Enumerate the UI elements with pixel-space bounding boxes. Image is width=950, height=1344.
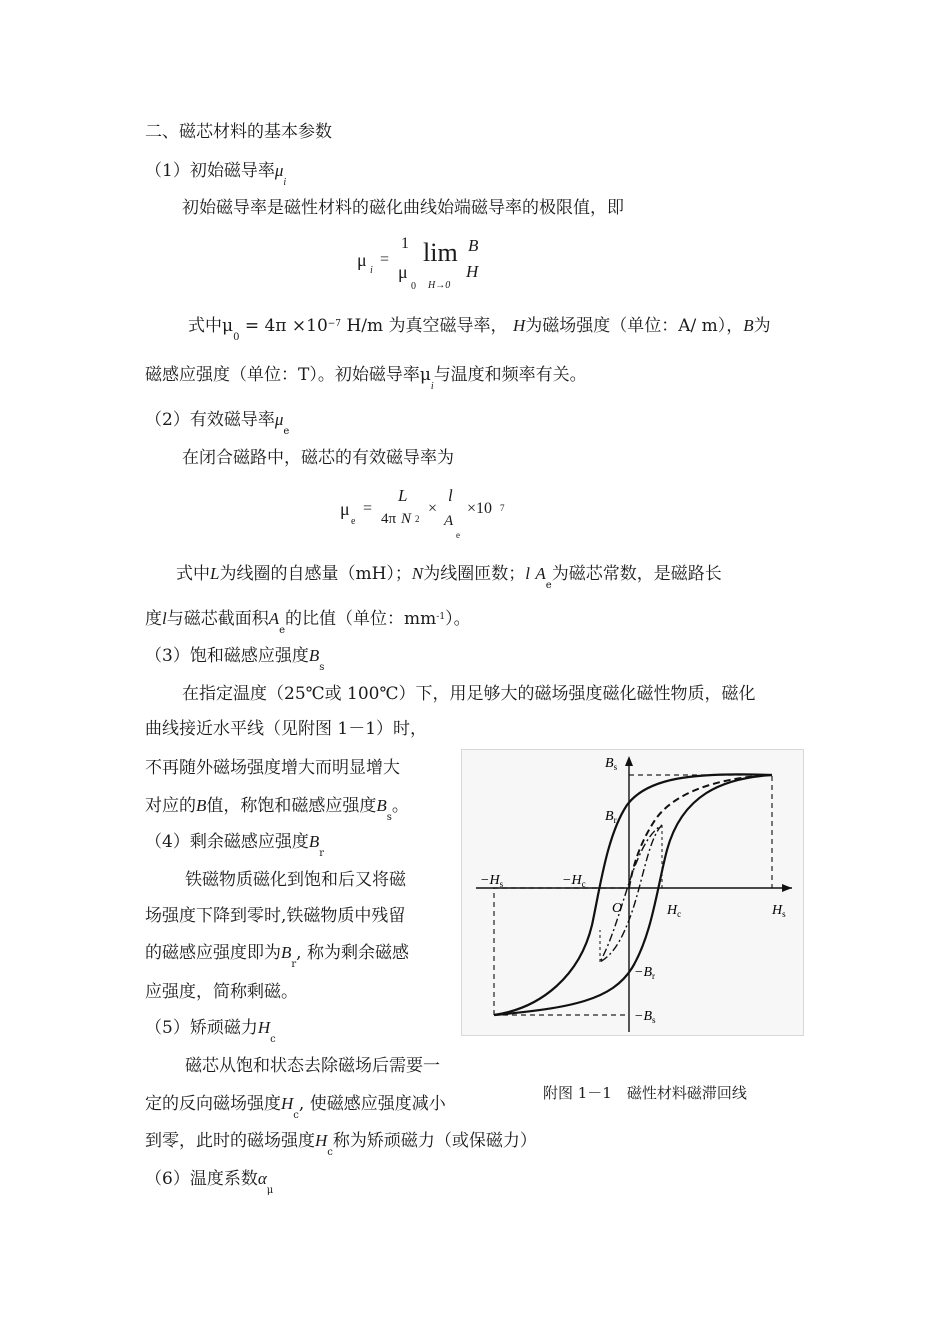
label-hc: $H_c$	[667, 903, 682, 919]
label-neg-hc: $-H_c$	[562, 873, 586, 889]
p5-line3: 到零，此时的磁场强度$H_c$称为矫顽磁力（或保磁力）	[145, 1131, 537, 1158]
p2-line2: 度l与磁芯截面积$A_e$的比值（单位：$mm^{-1}$）。	[145, 609, 471, 636]
p1-line2: 磁感应强度（单位：T）。初始磁导率$\mu_i$与温度和频率有关。	[145, 365, 587, 392]
item-6-heading: （6）温度系数$\alpha_\mu$	[145, 1169, 274, 1196]
p2-text: 在闭合磁路中，磁芯的有效磁导率为	[182, 448, 454, 468]
p3-line3: 不再随外磁场强度增大而明显增大	[145, 758, 400, 778]
item-2-heading: （2）有效磁导率$\mu_e$	[145, 410, 290, 437]
p3-line4: 对应的B值，称饱和磁感应强度$B_s$。	[145, 796, 409, 823]
hysteresis-figure	[461, 749, 804, 1036]
item-5-heading: （5）矫顽磁力$H_c$	[145, 1018, 276, 1045]
b-axis-arrow	[625, 756, 633, 766]
p3-line2: 曲线接近水平线（见附图 1－1）时，	[145, 719, 428, 739]
label-neg-br: $-B_r$	[634, 965, 655, 981]
item-3-heading: （3）饱和磁感应强度$B_s$	[145, 646, 325, 673]
p4-line3: 的磁感应强度即为$B_r$, 称为剩余磁感	[145, 943, 409, 970]
p4-line1: 铁磁物质磁化到饱和后又将磁	[185, 870, 406, 890]
saturation-guide-left	[494, 888, 629, 1015]
item-1-heading: （1）初始磁导率$\mu_i$	[145, 161, 287, 188]
label-hs: $H_s$	[772, 903, 786, 919]
p4-line4: 应强度，简称剩磁。	[145, 982, 298, 1002]
h-axis-arrow	[782, 884, 792, 892]
label-bs: $B_s$	[605, 756, 618, 772]
p4-line2: 场强度下降到零时,铁磁物质中残留	[145, 906, 406, 926]
label-br: $B_r$	[605, 809, 617, 825]
p1-note: 式中$\mu_0 = 4\pi \times 10^{-7}$ H/m 为真空磁导率， H为磁场强度（单位：A/ m），B为	[188, 316, 771, 343]
p1-text: 初始磁导率是磁性材料的磁化曲线始端磁导率的极限值，即	[182, 198, 624, 218]
figure-caption: 附图 1－1 磁性材料磁滞回线	[543, 1084, 747, 1102]
label-origin: O	[612, 901, 623, 916]
p2-note: 式中L为线圈的自感量（mH）；N为线圈匝数；l $A_e$为磁芯常数，是磁路长	[176, 564, 722, 591]
p3-line1: 在指定温度（25℃或 100℃）下，用足够大的磁场强度磁化磁性物质，磁化	[182, 684, 756, 704]
loop-descending-branch	[494, 774, 772, 1015]
saturation-guide-right	[629, 775, 772, 888]
loop-ascending-branch	[494, 775, 772, 1015]
p5-line2: 定的反向磁场强度$H_c$, 使磁感应强度减小	[145, 1094, 446, 1121]
label-neg-hs: $-H_s$	[480, 873, 504, 889]
item-4-heading: （4）剩余磁感应强度$B_r$	[145, 832, 324, 859]
label-neg-bs: $-B_s$	[634, 1009, 656, 1025]
initial-magnetization-curve	[629, 775, 772, 888]
p5-line1: 磁芯从饱和状态去除磁场后需要一	[185, 1056, 440, 1076]
section-title: 二、磁芯材料的基本参数	[145, 122, 332, 142]
hysteresis-loop-diagram	[462, 750, 803, 1035]
